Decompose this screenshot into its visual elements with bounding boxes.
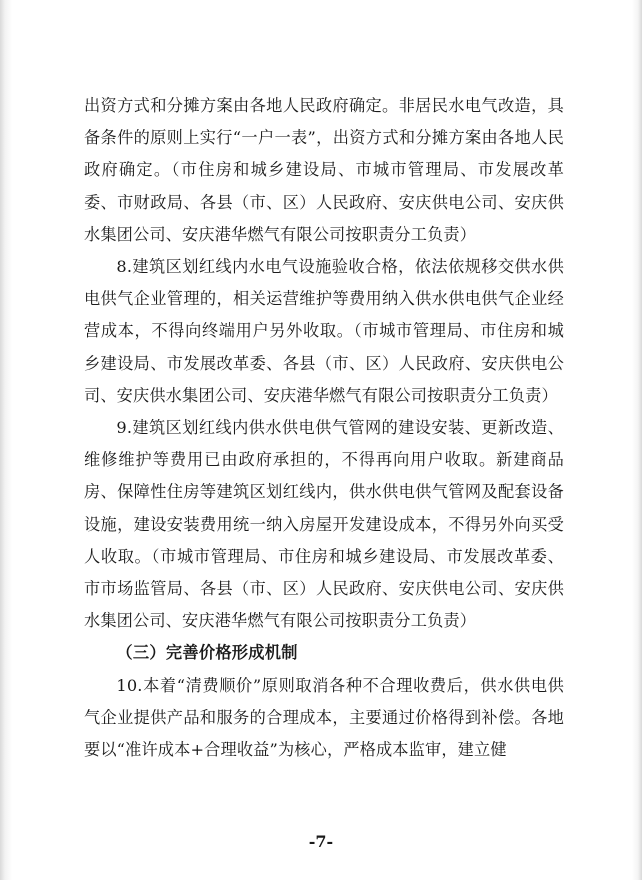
paragraph-item-9: 9.建筑区划红线内供水供电供气管网的建设安装、更新改造、维修维护等费用已由政府承担的，不得再向用户收取。新建商品房、保障性住房等建筑区划红线内，供水供电供气管网及配套设备设施，建设安装费用统一纳入房屋开发建设成本，不得另外向买受人收取。（市城市管理局、市住房和城乡建设局、市发展改革委、市市场监管局、各县（市、区）人民政府、安庆供电公司、安庆供水集团公司、安庆港华燃气有限公司按职责分工负责） [84, 418, 564, 631]
page-edge-shadow-right [632, 0, 642, 880]
paragraph-item-10: 10.本着“清费顺价”原则取消各种不合理收费后，供水供电供气企业提供产品和服务的合理成本，主要通过价格得到补偿。各地要以“准许成本+合理收益”为核心，严格成本监审，建立健 [84, 675, 564, 760]
paragraph-item-8: 8.建筑区划红线内水电气设施验收合格，依法依规移交供水供电供气企业管理的，相关运营维护等费用纳入供水供电供气企业经营成本，不得向终端用户另外收取。（市城市管理局、市住房和城乡建设局、市发展改革委、各县（市、区）人民政府、安庆供电公司、安庆供水集团公司、安庆港华燃气有限公司按职责分工负责） [84, 257, 564, 405]
page-edge-shadow-left [0, 0, 12, 880]
page-number: -7- [308, 832, 334, 851]
paragraph-continued: 出资方式和分摊方案由各地人民政府确定。非居民水电气改造，具备条件的原则上实行“一户一表”，出资方式和分摊方案由各地人民政府确定。（市住房和城乡建设局、市城市管理局、市发展改革委、市财政局、各县（市、区）人民政府、安庆供电公司、安庆供水集团公司、安庆港华燃气有限公司按职责分工负责） [84, 96, 564, 244]
section-heading: （三）完善价格形成机制 [116, 643, 298, 663]
document-body [84, 90, 564, 766]
